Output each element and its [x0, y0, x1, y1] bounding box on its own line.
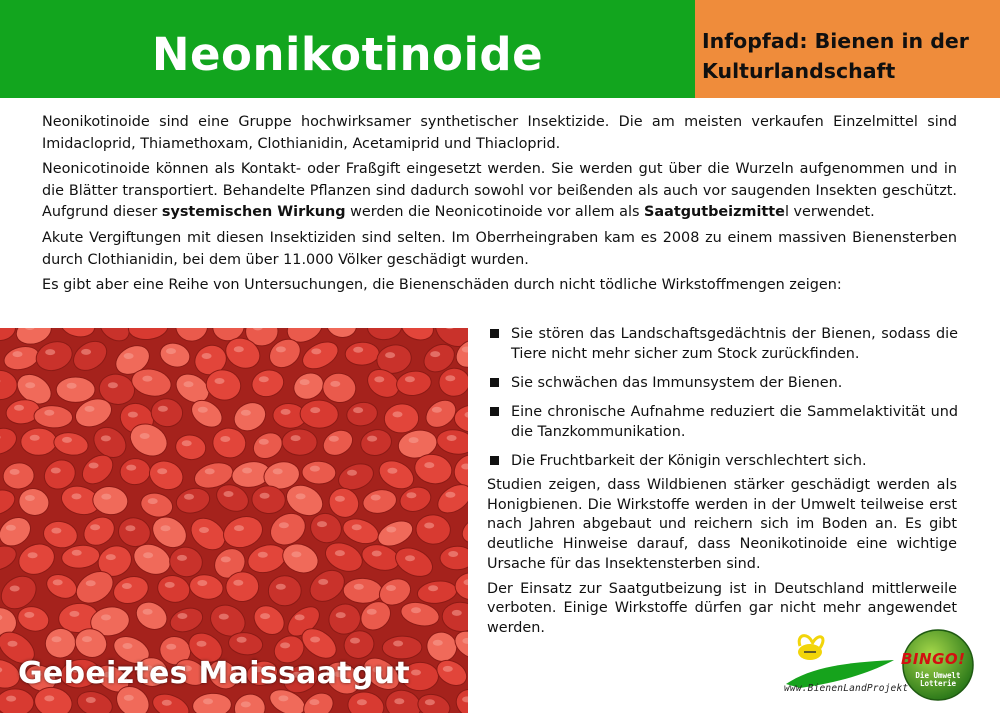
seed-highlight	[296, 493, 306, 499]
seed-highlight	[44, 410, 54, 416]
seed-highlight	[140, 433, 150, 439]
seed-highlight	[279, 522, 289, 528]
seed-highlight	[371, 495, 381, 501]
seed-highlight	[30, 435, 40, 441]
seed-highlight	[259, 439, 269, 445]
seed-highlight	[143, 552, 153, 558]
seed-highlight	[443, 666, 453, 672]
page-subtitle: Infopfad: Bienen in der Kulturlandschaft	[702, 29, 969, 83]
seed-highlight	[161, 525, 171, 531]
seed-highlight	[90, 524, 100, 530]
seed-highlight	[335, 496, 345, 502]
seed-highlight	[411, 607, 421, 613]
seed-highlight	[220, 436, 230, 442]
seed-highlight	[166, 644, 176, 650]
seed-highlight	[432, 407, 442, 413]
bullet-square-icon	[490, 329, 499, 338]
seed-highlight	[205, 468, 215, 474]
seed-highlight	[452, 610, 462, 616]
seed-highlight	[445, 375, 455, 381]
bullet-square-icon	[490, 378, 499, 387]
intro-paragraph-1: Neonikotinoide sind eine Gruppe hochwirksamer synthetischer Insektizide. Die am meisten verkaufen Einzelmittel sind Imidacloprid, Thiamethoxam, Clothianidin, Acetamiprid und Thiacloprid.	[42, 114, 957, 152]
seed-highlight	[124, 695, 134, 701]
seed-highlight	[357, 699, 367, 705]
closing-text	[487, 476, 957, 644]
seed-highlight	[197, 580, 207, 586]
seed-highlight	[281, 409, 291, 415]
seed-highlight	[53, 579, 63, 585]
seed-highlight	[165, 582, 175, 588]
seed-highlight	[101, 614, 111, 620]
seed-highlight	[101, 494, 111, 500]
seed-highlight	[352, 524, 362, 530]
seed-highlight	[309, 699, 319, 705]
list-item	[488, 373, 958, 393]
page-title: Neonikotinoide	[151, 28, 544, 81]
seed-highlight	[350, 638, 360, 644]
seed-highlight	[241, 701, 251, 707]
seed-highlight	[310, 466, 320, 472]
seed-highlight	[72, 550, 82, 556]
seed-highlight	[291, 435, 301, 441]
seed-highlight	[335, 550, 345, 556]
seed-highlight	[374, 376, 384, 382]
seed-highlight	[393, 641, 403, 647]
intro-paragraph-2	[42, 159, 957, 224]
seed-highlight	[394, 698, 404, 704]
seed-highlight	[184, 381, 194, 387]
seed-highlight	[8, 641, 18, 647]
seed-highlight	[6, 696, 16, 702]
intro-paragraph-4: Es gibt aber eine Reihe von Untersuchungen, die Bienenschäden durch nicht tödliche Wirkstoffmengen zeigen:	[42, 277, 842, 294]
seed-highlight	[86, 697, 96, 703]
seed-highlight	[108, 382, 118, 388]
seed-highlight	[259, 376, 269, 382]
seed-highlight	[353, 407, 363, 413]
seed-highlight	[273, 468, 283, 474]
seed-highlight	[215, 378, 225, 384]
seed-highlight	[13, 351, 23, 357]
seed-highlight	[448, 551, 458, 557]
seed-highlight	[202, 353, 212, 359]
seed-highlight	[72, 493, 82, 499]
list-item-text: Sie stören das Landschaftsgedächtnis der Bienen, sodass die Tiere nicht mehr sicher zum Stock zurückfinden.	[511, 326, 958, 362]
seed-highlight	[219, 614, 229, 620]
intro-p2-bold-seed: Saatgutbeizmitte	[644, 204, 785, 221]
bingo-label: BINGO!	[901, 650, 966, 668]
seed-highlight	[387, 468, 397, 474]
seed-highlight	[45, 349, 55, 355]
seed-highlight	[330, 381, 340, 387]
seed-highlight	[242, 468, 252, 474]
seed-highlight	[260, 493, 270, 499]
seed-highlight	[184, 494, 194, 500]
list-item-text: Sie schwächen das Immunsystem der Bienen.	[511, 375, 843, 391]
list-item-text: Die Fruchtbarkeit der Königin verschlechtert sich.	[511, 453, 867, 469]
seed-highlight	[233, 580, 243, 586]
seed-highlight	[386, 585, 396, 591]
seed-highlight	[89, 463, 99, 469]
seed-highlight	[166, 348, 176, 354]
seed-highlight	[234, 346, 244, 352]
seed-highlight	[25, 382, 35, 388]
seed-highlight	[106, 554, 116, 560]
seed-highlight	[386, 527, 396, 533]
seed-highlight	[82, 636, 92, 642]
seed-highlight	[182, 440, 192, 446]
seed-highlight	[367, 609, 377, 615]
seed-highlight	[51, 468, 61, 474]
seed-highlight	[123, 643, 133, 649]
seed-highlight	[291, 551, 301, 557]
intro-paragraph-3: Akute Vergiftungen mit diesen Insektiziden sind selten. Im Oberrheingraben kam es 2008 zu einem massiven Bienensterben durch Clothianidin, bei dem über 11.000 Völker geschädigt wurden.	[42, 229, 957, 268]
seed-highlight	[295, 614, 305, 620]
seed-highlight	[353, 347, 363, 353]
bienenland-url: www.BienenLandProjekt	[784, 683, 909, 694]
seed-highlight	[162, 700, 172, 706]
seed-highlight	[177, 555, 187, 561]
seed-highlight	[126, 465, 136, 471]
bingo-subtitle: Die Umwelt Lotterie	[915, 671, 961, 688]
seed-highlight	[124, 353, 134, 359]
seed-highlight	[143, 609, 153, 615]
seed-highlight	[425, 699, 435, 705]
seed-highlight	[197, 641, 207, 647]
seed-highlight	[430, 351, 440, 357]
seed-kernel	[21, 428, 57, 456]
seed-highlight	[406, 492, 416, 498]
seed-highlight	[234, 525, 244, 531]
bienenland-logo-icon	[782, 626, 897, 706]
seed-kernel	[56, 377, 95, 402]
seed-highlight	[62, 437, 72, 443]
seed-highlight	[157, 468, 167, 474]
list-item	[488, 324, 958, 364]
seed-highlight	[125, 525, 135, 531]
seed-highlight	[336, 612, 346, 618]
seed-highlight	[44, 695, 54, 701]
intro-p2-bold-systemic: systemischen Wirkung	[161, 204, 346, 221]
seed-highlight	[405, 376, 415, 382]
seed-highlight	[6, 525, 16, 531]
seed-highlight	[86, 580, 96, 586]
seed-highlight	[203, 698, 213, 704]
intro-p2-part-b: werden die Neonicotinoide vor allem als	[345, 204, 645, 221]
seed-highlight	[142, 376, 152, 382]
seed-highlight	[409, 437, 419, 443]
seed-highlight	[310, 407, 320, 413]
seed-highlight	[148, 498, 158, 504]
seed-highlight	[411, 670, 421, 676]
seed-highlight	[128, 412, 138, 418]
bullet-square-icon	[490, 456, 499, 465]
intro-p2-part-a: Neonicotinoide können als Kontakt- oder Fraßgift eingesetzt werden. Sie werden gut über die Wurzeln aufgenommen und in die Blätter transportiert. Behandelte Pflanzen sind dadurch sowohl vor beißenden als auch vor saugenden Insekten geschützt. Aufgrund dieser	[42, 161, 957, 221]
seed-highlight	[51, 528, 61, 534]
seed-kernel	[268, 575, 302, 606]
intro-p2-part-c: l verwendet.	[784, 204, 875, 221]
seed-highlight	[158, 406, 168, 412]
seed-highlight	[276, 346, 286, 352]
seed-highlight	[177, 613, 187, 619]
seed-highlight	[329, 436, 339, 442]
closing-paragraph-1: Studien zeigen, dass Wildbienen stärker geschädigt werden als Honigbienen. Die Wirkstoffe werden in der Umwelt teilweise erst nach Jahren abgebaut und reichern sich im Boden an. Es gibt deutliche Hinweise darauf, dass Neonikotinoide eine wichtige Ursache für das Insektensterben sind.	[487, 477, 957, 572]
seed-highlight	[428, 585, 438, 591]
list-item	[488, 402, 958, 442]
seed-highlight	[101, 435, 111, 441]
seed-highlight	[81, 349, 91, 355]
photo-caption: Gebeiztes Maissaatgut	[18, 656, 410, 691]
seed-highlight	[354, 584, 364, 590]
seed-highlight	[69, 611, 79, 617]
list-item	[488, 451, 958, 471]
seed-highlight	[52, 636, 62, 642]
seed-highlight	[405, 555, 415, 561]
seed-highlight	[10, 586, 20, 592]
seed-highlight	[224, 491, 234, 497]
seed-highlight	[258, 552, 268, 558]
intro-text	[42, 112, 957, 301]
seed-highlight	[347, 470, 357, 476]
seed-highlight	[25, 495, 35, 501]
closing-paragraph-2: Der Einsatz zur Saatgutbeizung ist in Deutschland mittlerweile verboten. Einige Wirkstoffe dürfen gar nicht mehr angewendet werden.	[487, 580, 957, 636]
seed-highlight	[122, 583, 132, 589]
seed-highlight	[385, 352, 395, 358]
seed-highlight	[221, 556, 231, 562]
seed-highlight	[433, 640, 443, 646]
seed-highlight	[241, 410, 251, 416]
seed-highlight	[367, 436, 377, 442]
seed-highlight	[276, 584, 286, 590]
effects-list	[488, 324, 958, 480]
seed-highlight	[10, 469, 20, 475]
list-item-text: Eine chronische Aufnahme reduziert die Sammelaktivität und die Tanzkommunikation.	[511, 404, 958, 440]
seed-highlight	[237, 637, 247, 643]
seed-highlight	[278, 695, 288, 701]
seed-highlight	[317, 521, 327, 527]
seed-highlight	[372, 551, 382, 557]
seed-highlight	[311, 348, 321, 354]
seed-highlight	[198, 407, 208, 413]
seed-highlight	[300, 379, 310, 385]
seed-highlight	[28, 552, 38, 558]
seed-highlight	[393, 411, 403, 417]
bullet-square-icon	[490, 407, 499, 416]
seed-highlight	[24, 612, 34, 618]
seed-highlight	[318, 579, 328, 585]
seed-highlight	[310, 637, 320, 643]
seed-highlight	[447, 435, 457, 441]
seed-highlight	[14, 405, 24, 411]
seed-highlight	[85, 406, 95, 412]
seed-highlight	[280, 642, 290, 648]
seed-highlight	[199, 527, 209, 533]
seed-highlight	[424, 523, 434, 529]
seed-highlight	[67, 383, 77, 389]
seed-highlight	[260, 613, 270, 619]
seed-highlight	[445, 492, 455, 498]
seed-highlight	[424, 462, 434, 468]
